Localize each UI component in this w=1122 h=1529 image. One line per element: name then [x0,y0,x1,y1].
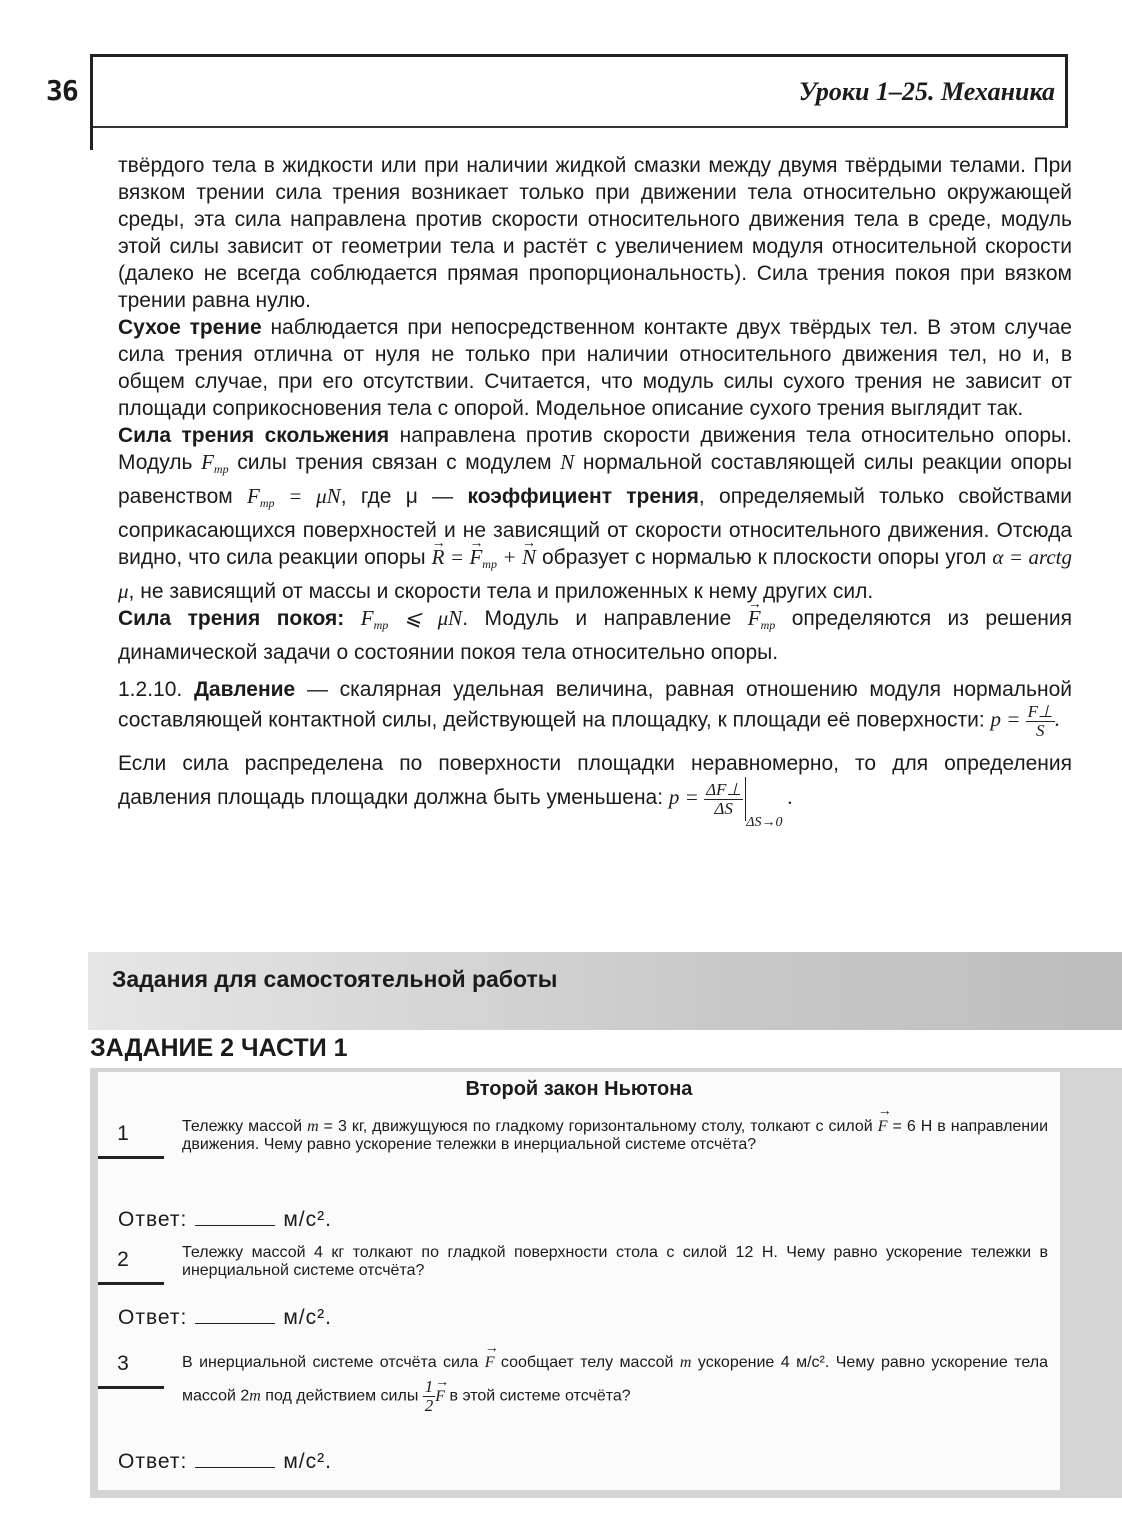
formula-angle: α = arctg μ [118,545,1072,603]
symbol-m: m [307,1118,319,1135]
term-dry-friction: Сухое трение [118,316,262,339]
body-text [118,152,1072,836]
header-divider [90,126,93,150]
paragraph-dry-friction: Сухое трение наблюдается при непосредственном контакте двух твёрдых тел. В этом случае сила трения отлична от нуля не только при наличии относительного движения тел, но и, в общем случае, при его отсутствии. Считается, что модуль силы сухого трения не зависит от площади соприкосновения тела с опорой. Модельное описание сухого трения выглядит так. [118,316,1072,420]
symbol-N: N [560,450,575,474]
paragraph-pressure-nonuniform: Если сила распределена по поверхности площадки неравномерно, то для определения давления площадь площадки должна быть уменьшена: p = $\frac{\Delta F\perp}{\Delta S}$ $_{\Delta S\to 0}$ . [118,752,1072,830]
term-static-friction: Сила трения покоя: [118,607,345,630]
page-number: 36 [46,74,78,107]
task-number-3: 3 [117,1352,129,1375]
fraction-one-half: $\frac{1}{2}$ [424,1377,434,1415]
symbol-F-tr-vector: → $F_{тр}$ [748,605,776,639]
term-pressure: Давление [193,678,296,701]
formula-friction: $F_{тр} = \mu N$ [247,484,341,510]
task-rule-3 [98,1386,164,1389]
task-number-1: 1 [117,1122,129,1145]
paragraph-sliding-friction: Сила трения скольжения направлена против скорости движения тела относительно опоры. Модуль $F_{тр}$ силы трения связан с модулем N нормальной составляющей силы реакции опоры равенством $F_{тр} = \mu N$, где μ — коэффициент трения, определяемый только свойствами соприкасающихся поверхностей и не зависящий от скорости относительного движения. Отсюда видно, что сила реакции опоры → R = → $F_{тр}$ + → N образует с нормалью к плоскости опоры угол α = arctg μ, не зависящий от массы и скорости тела и приложенных к нему других сил. [118,422,1072,605]
answer-blank-3[interactable] [195,1467,275,1468]
task-heading: ЗАДАНИЕ 2 ЧАСТИ 1 [90,1034,348,1062]
term-sliding-friction: Сила трения скольжения [118,424,390,447]
running-title: Уроки 1–25. Механика [798,77,1055,106]
answer-blank-2[interactable] [195,1323,275,1324]
task-text-1: Тележку массой m = 3 кг, движущуюся по гладкому горизонтальному столу, толкают с силой → F = 6 Н в направлении движения. Чему равно ускорение тележки в инерциальной системе отсчёта? [182,1118,1048,1154]
task-text-2: Тележку массой 4 кг толкают по гладкой поверхности стола с силой 12 Н. Чему равно ускорение тележки в инерциальной системе отсчёта? [182,1244,1048,1279]
task-text-3: В инерциальной системе отсчёта сила → F сообщает телу массой m ускорение 4 м/с². Чему равно ускорение тела массой 2m под действием силы $\frac{1}{2}$ → F в этой системе отсчёта? [182,1348,1048,1415]
task-rule-1 [98,1156,164,1159]
answer-line-2[interactable]: Ответ: м/с². [118,1306,332,1329]
paragraph-static-friction: Сила трения покоя: $F_{тр}$ ⩽ μN. Модуль и направление → $F_{тр}$ определяются из решения динамической задачи о состоянии покоя тела относительно опоры. [118,605,1072,666]
formula-pressure: p = $\frac{F\perp}{S}$ . [990,702,1061,740]
task-box-title: Второй закон Ньютона [465,1078,693,1100]
running-header [90,54,1068,128]
formula-static-inequality: $F_{тр}$ ⩽ μN [360,606,463,632]
paragraph-viscous-friction: твёрдого тела в жидкости или при наличии жидкой смазки между двумя твёрдыми телами. При вязком трении сила трения возникает только при движении тела относительно окружающей среды, эта сила направлена против скорости относительного движения тела в среде, модуль этой силы зависит от геометрии тела и растёт с увеличением модуля относительной скорости (далеко не всегда соблюдается прямая пропорциональность). Сила трения покоя при вязком трении равна нулю. [118,154,1072,312]
answer-line-1[interactable]: Ответ: м/с². [118,1208,332,1231]
symbol-F-vector: → F [878,1118,888,1136]
answer-blank-1[interactable] [195,1225,275,1226]
task-rule-2 [98,1282,164,1285]
formula-reaction-force: → R = → $F_{тр}$ + → N [432,545,536,569]
term-friction-coefficient: коэффициент трения [467,485,699,508]
symbol-F-tr: $F_{тр}$ [201,450,229,476]
section-title: Задания для самостоятельной работы [112,966,558,992]
task-number-2: 2 [117,1248,129,1271]
task-box [98,1072,1060,1490]
answer-line-3[interactable]: Ответ: м/с². [118,1450,332,1473]
paragraph-pressure: 1.2.10. Давление — скалярная удельная величина, равная отношению модуля нормальной составляющей контактной силы, действующей на площадку, к площади её поверхности: p = $\frac{F\perp}{S}$ . [118,678,1072,740]
formula-pressure-limit: p = $\frac{\Delta F\perp}{\Delta S}$ $_{\Delta S\to 0}$ . [669,785,793,809]
